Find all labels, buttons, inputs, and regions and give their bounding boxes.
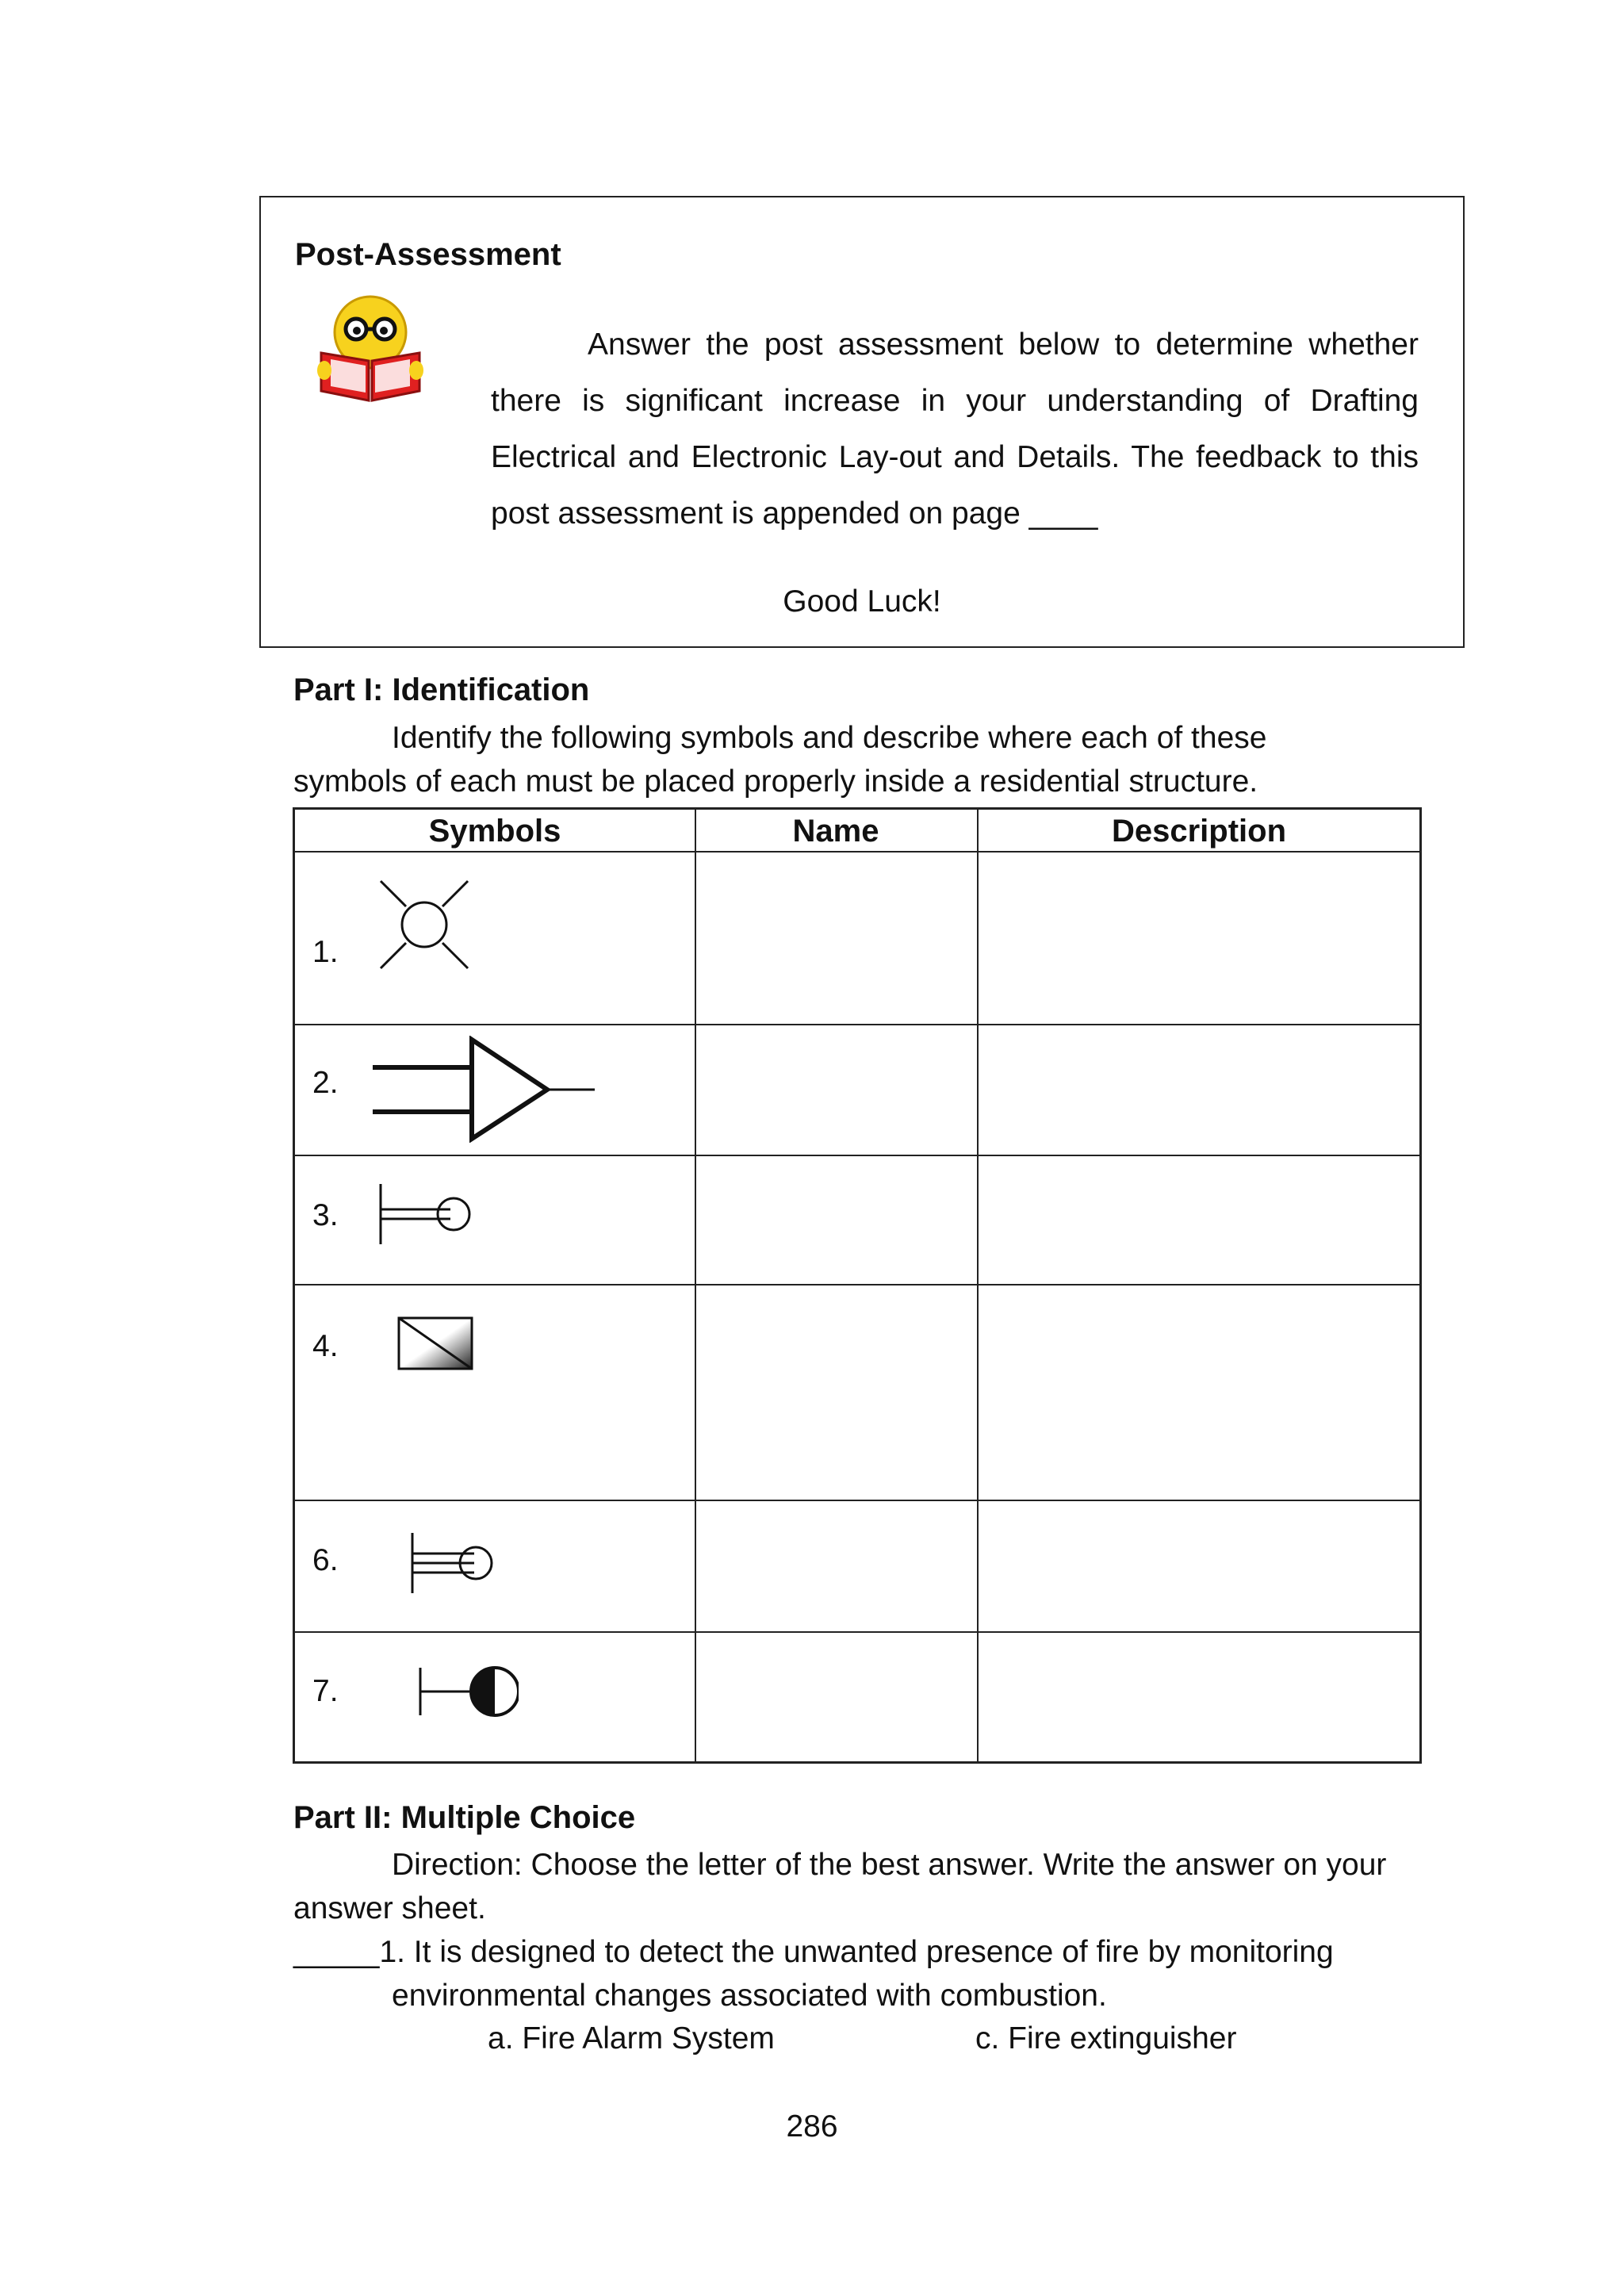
lighting-outlet-icon: [373, 873, 476, 976]
row-divider: [295, 1284, 1419, 1285]
good-luck-text: Good Luck!: [783, 584, 941, 619]
part2-heading: Part II: Multiple Choice: [293, 1800, 636, 1835]
row-number: 7.: [312, 1674, 339, 1708]
post-assessment-title: Post-Assessment: [295, 237, 561, 272]
part1-direction-line1: Identify the following symbols and describe where each of these: [392, 721, 1267, 755]
header-description: Description: [1111, 814, 1287, 849]
identification-table: [293, 807, 1422, 1764]
post-assessment-instructions: Answer the post assessment below to determine whether there is significant increase in your understanding of Drafting Electrical and Electronic Lay-out and Details. The feedback to this post assessment is appended on page ____: [491, 328, 1419, 531]
row-number: 2.: [312, 1066, 339, 1100]
part1-heading: Part I: Identification: [293, 672, 590, 707]
row-number: 1.: [312, 935, 339, 969]
row-number: 4.: [312, 1329, 339, 1363]
triplex-outlet-icon: [408, 1531, 495, 1595]
question-1-line1: _____1. It is designed to detect the unwanted presence of fire by monitoring: [293, 1935, 1334, 1969]
column-divider: [695, 810, 696, 1761]
part2-direction-line2: answer sheet.: [293, 1891, 486, 1925]
row-divider: [295, 1631, 1419, 1633]
reading-emoji-icon: [315, 291, 426, 402]
question-1-line2: environmental changes associated with combustion.: [392, 1979, 1107, 2013]
part2-direction-line1: Direction: Choose the letter of the best answer. Write the answer on your: [392, 1848, 1387, 1882]
row-divider: [295, 1500, 1419, 1501]
row-number: 6.: [312, 1543, 339, 1577]
page-number: 286: [786, 2109, 838, 2144]
panelboard-icon: [396, 1316, 476, 1373]
header-name: Name: [792, 814, 879, 849]
header-symbols: Symbols: [428, 814, 561, 849]
row-divider: [295, 1155, 1419, 1156]
row-number: 3.: [312, 1198, 339, 1232]
post-assessment-box: [259, 196, 1465, 648]
part1-direction-line2: symbols of each must be placed properly inside a residential structure.: [293, 764, 1258, 799]
choice-a: a. Fire Alarm System: [488, 2021, 775, 2056]
row-divider: [295, 1024, 1419, 1025]
duplex-outlet-icon: [376, 1182, 475, 1246]
choice-c: c. Fire extinguisher: [975, 2021, 1237, 2056]
amplifier-icon: [373, 1036, 603, 1143]
column-divider: [977, 810, 979, 1761]
half-shaded-outlet-icon: [416, 1660, 519, 1723]
